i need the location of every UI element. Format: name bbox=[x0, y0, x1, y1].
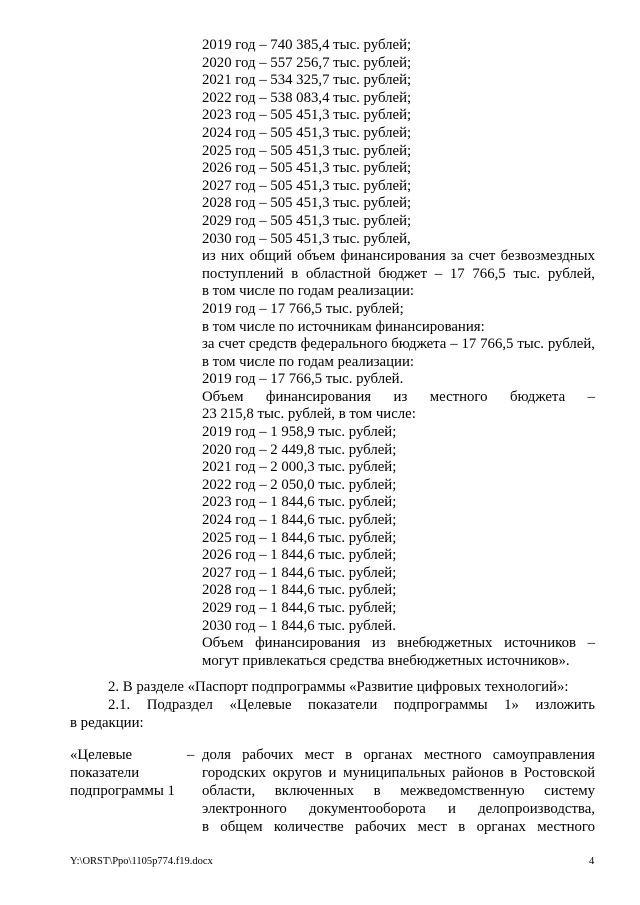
passport-value-line: в общем количестве рабочих мест в органах местного bbox=[202, 819, 595, 835]
passport-label-line: подпрограммы 1 bbox=[70, 783, 175, 799]
passport-label-line: «Целевые bbox=[70, 747, 133, 763]
financing-line: 2026 год – 1 844,6 тыс. рублей; bbox=[202, 547, 397, 564]
financing-text-block bbox=[202, 37, 595, 670]
section-2-paragraph: 2. В разделе «Паспорт подпрограммы «Развитие цифровых технологий»: bbox=[108, 679, 569, 695]
financing-line: 2028 год – 1 844,6 тыс. рублей; bbox=[202, 582, 397, 599]
financing-line: из них общий объем финансирования за счет безвозмездных bbox=[202, 248, 595, 265]
financing-line: 2025 год – 505 451,3 тыс. рублей; bbox=[202, 142, 412, 159]
subsection-2-1-line1: 2.1. Подраздел «Целевые показатели подпрограммы 1» изложить bbox=[108, 697, 595, 713]
financing-line: Объем финансирования из внебюджетных источников – bbox=[202, 635, 595, 652]
financing-line: в том числе по источникам финансирования: bbox=[202, 318, 485, 335]
footer-file-path: Y:\ORST\Ppo\1105p774.f19.docx bbox=[70, 856, 213, 867]
financing-line: 2022 год – 2 050,0 тыс. рублей; bbox=[202, 476, 397, 493]
financing-line: 2030 год – 1 844,6 тыс. рублей. bbox=[202, 617, 396, 634]
passport-value-line: городских округов и муниципальных районов в Ростовской bbox=[202, 765, 595, 781]
financing-line: 2021 год – 2 000,3 тыс. рублей; bbox=[202, 459, 397, 476]
passport-label-line: показатели bbox=[70, 765, 140, 781]
financing-line: 2029 год – 505 451,3 тыс. рублей; bbox=[202, 212, 412, 229]
passport-value-line: области, включенных в межведомственную систему bbox=[202, 783, 595, 799]
financing-line: 2030 год – 505 451,3 тыс. рублей, bbox=[202, 230, 411, 247]
subsection-2-1-line2: в редакции: bbox=[70, 715, 144, 731]
financing-line: 2019 год – 1 958,9 тыс. рублей; bbox=[202, 424, 397, 441]
financing-line: 2020 год – 2 449,8 тыс. рублей; bbox=[202, 441, 397, 458]
financing-line: 2029 год – 1 844,6 тыс. рублей; bbox=[202, 600, 397, 616]
financing-line: 2019 год – 17 766,5 тыс. рублей. bbox=[202, 371, 404, 388]
financing-line: 2025 год – 1 844,6 тыс. рублей; bbox=[202, 529, 397, 546]
financing-line: 2026 год – 505 451,3 тыс. рублей; bbox=[202, 160, 412, 177]
footer-page-number: 4 bbox=[589, 856, 595, 867]
financing-line: 2022 год – 538 083,4 тыс. рублей; bbox=[202, 89, 412, 106]
financing-line: Объем финансирования из местного бюджета – bbox=[202, 388, 595, 405]
financing-line: поступлений в областной бюджет – 17 766,5 тыс. рублей, bbox=[202, 265, 595, 282]
financing-line: 2023 год – 1 844,6 тыс. рублей; bbox=[202, 494, 397, 511]
financing-line: за счет средств федерального бюджета – 17 766,5 тыс. рублей, bbox=[202, 336, 595, 353]
passport-value-line: доля рабочих мест в органах местного самоуправления bbox=[202, 747, 595, 763]
financing-line: 2023 год – 505 451,3 тыс. рублей; bbox=[202, 107, 412, 124]
financing-line: 2027 год – 1 844,6 тыс. рублей; bbox=[202, 564, 397, 581]
financing-line: в том числе по годам реализации: bbox=[202, 353, 414, 370]
financing-line: 2028 год – 505 451,3 тыс. рублей; bbox=[202, 195, 412, 212]
financing-line: 2019 год – 740 385,4 тыс. рублей; bbox=[202, 37, 412, 53]
financing-line: 2019 год – 17 766,5 тыс. рублей; bbox=[202, 300, 404, 317]
financing-line: 2021 год – 534 325,7 тыс. рублей; bbox=[202, 72, 412, 89]
financing-line: могут привлекаться средства внебюджетных источников». bbox=[202, 652, 570, 669]
financing-line: 2024 год – 505 451,3 тыс. рублей; bbox=[202, 124, 412, 141]
financing-line: 2027 год – 505 451,3 тыс. рублей; bbox=[202, 177, 412, 194]
passport-dash: – bbox=[187, 747, 195, 763]
financing-line: 23 215,8 тыс. рублей, в том числе: bbox=[202, 406, 416, 423]
passport-value-line: электронного документооборота и делопроизводства, bbox=[202, 801, 595, 817]
financing-line: 2020 год – 557 256,7 тыс. рублей; bbox=[202, 54, 412, 71]
financing-line: в том числе по годам реализации: bbox=[202, 283, 414, 300]
financing-line: 2024 год – 1 844,6 тыс. рублей; bbox=[202, 512, 397, 529]
